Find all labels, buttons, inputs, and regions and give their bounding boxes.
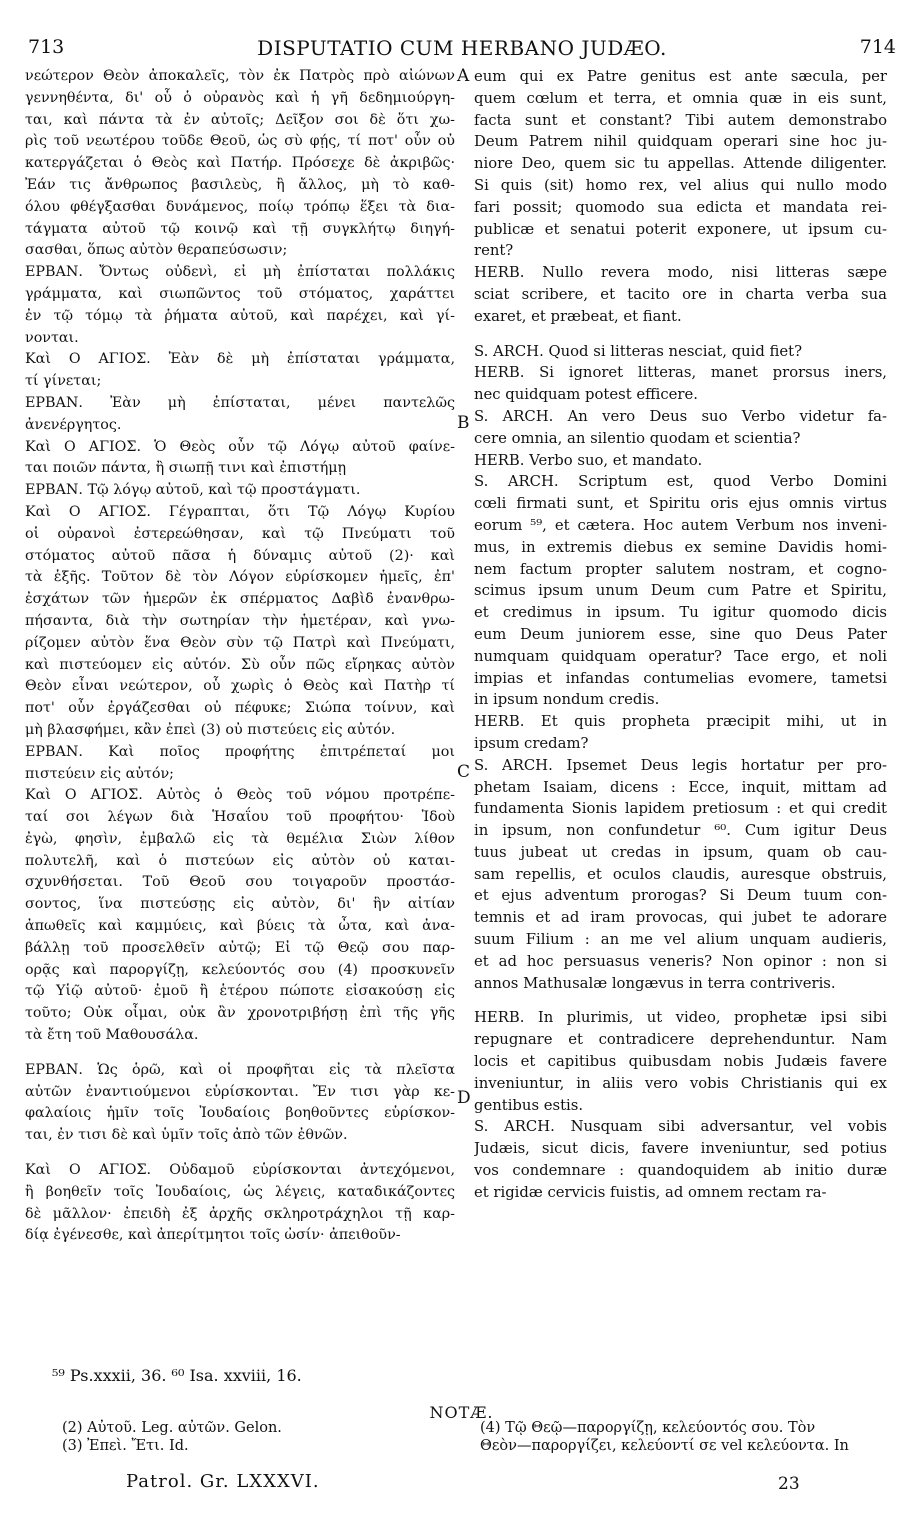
latin-text-line: niore Deo, quem sic tu appellas. Attende diligenter. — [474, 155, 887, 173]
greek-text-line: ται, καὶ πάντα τὰ ἐν αὐτοῖς; Δεῖξον σοι δὲ ὅτι χω- — [25, 111, 455, 128]
greek-text-line: φαλαίοις ἡμῖν τοῖς Ἰουδαίοις βοηθοῦντες εὑρίσκον- — [25, 1105, 455, 1122]
latin-text-line: gentibus estis. — [474, 1096, 584, 1114]
greek-text-line: οἱ οὐρανοὶ ἐστερεώθησαν, καὶ τῷ Πνεύματι τοῦ — [25, 525, 455, 542]
latin-column — [474, 66, 887, 1204]
greek-text-line: ἐγὼ, φησὶν, ἐμβαλῶ εἰς τὰ θεμέλια Σιὼν λίθον — [25, 830, 455, 847]
running-header — [28, 36, 896, 64]
greek-text-line: μὴ βλασφήμει, κἂν ἐπεὶ (3) οὐ πιστεύεις εἰς αὐτόν. — [25, 721, 396, 738]
latin-text-line: numquam quidquam operatur? Tace ergo, et noli — [474, 647, 887, 665]
greek-text-line: ἢ βοηθεῖν τοῖς Ἰουδαίοις, ὡς λέγεις, καταδικάζοντες — [25, 1183, 455, 1200]
greek-text-line: ἐσχάτων τῶν ἡμερῶν ἐκ σπέρματος Δαβὶδ ἐνανθρω- — [25, 591, 455, 608]
greek-text-line: ται, ἐν τισι δὲ καὶ ὑμῖν τοῖς ἀπὸ τῶν ἐθνῶν. — [25, 1127, 348, 1144]
greek-text-line: ἀνενέργητος. — [25, 416, 122, 433]
latin-text-line: et ad hoc persuasus veneris? Non opinor : non si — [474, 952, 887, 970]
greek-text-line: τῷ Υἱῷ αὐτοῦ· ἐμοῦ ἢ ἑτέρου πώποτε εἰσακούσῃ εἰς — [25, 983, 455, 1000]
margin-letter-b: B — [457, 413, 470, 433]
greek-text-line: τάγματα αὐτοῦ τῷ κοινῷ καὶ τῇ συγκλήτῳ διηγή- — [25, 220, 455, 237]
greek-text-line: γεννηθέντα, δι' οὗ ὁ οὐρανὸς καὶ ἡ γῆ δεδημιούργη- — [25, 89, 455, 106]
signature-number: 23 — [778, 1474, 800, 1494]
latin-text-line: quem cœlum et terra, et omnia quæ in eis sunt, — [474, 89, 887, 107]
greek-text-line: τὰ ἔτη τοῦ Μαθουσάλα. — [25, 1027, 199, 1044]
greek-text-line: στόματος αὐτοῦ πᾶσα ἡ δύναμις αὐτοῦ (2)· καὶ — [25, 547, 455, 564]
latin-text-line: vos condemnare : quandoquidem ab initio duræ — [474, 1162, 887, 1180]
greek-text-line: ΕΡΒΑΝ. Τῷ λόγῳ αὐτοῦ, καὶ τῷ προστάγματι. — [25, 482, 361, 499]
latin-text-line: S. ARCH. An vero Deus suo Verbo videtur fa- — [474, 407, 887, 425]
latin-text-line: HERB. Verbo suo, et mandato. — [474, 451, 703, 469]
greek-text-line: τοῦτο; Οὐκ οἶμαι, οὐκ ἂν χρονοτριβήσῃ ἐπὶ τῆς γῆς — [25, 1005, 455, 1022]
greek-text-line: ρίζομεν αὐτὸν ἕνα Θεὸν σὺν τῷ Πατρὶ καὶ Πνεύματι, — [25, 634, 455, 651]
latin-text-line: fari possit; quomodo sua edicta et mandata rei- — [474, 198, 887, 216]
latin-text-line: nem factum propter salutem nostram, et cogno- — [474, 560, 887, 578]
latin-text-line: HERB. Et quis propheta præcipit mihi, ut in — [474, 713, 887, 731]
latin-text-line: in ipsum nondum credis. — [474, 691, 660, 709]
latin-text-line: facta sunt et constant? Tibi autem demonstrabo — [474, 111, 887, 129]
latin-text-line: Deum Patrem nihil quidquam operari sine hoc ju- — [474, 133, 887, 151]
greek-text-line: ΕΡΒΑΝ. Ὡς ὁρῶ, καὶ οἱ προφῆται εἰς τὰ πλεῖστα — [25, 1061, 455, 1078]
latin-text-line: S. ARCH. Ipsemet Deus legis hortatur per pro- — [474, 756, 887, 774]
latin-text-line: exaret, et præbeat, et fiant. — [474, 307, 682, 325]
footnote-right — [480, 1419, 849, 1455]
greek-text-line: σοντος, ἵνα πιστεύσῃς εἰς αὐτὸν, δι' ἣν αἰτίαν — [25, 896, 455, 913]
latin-text-line: et ejus adventum prorogas? Si Deum tuum con- — [474, 887, 887, 905]
greek-text-line: σχυνθήσεται. Τοῦ Θεοῦ σου τοιγαροῦν προστάσ- — [25, 874, 455, 891]
greek-text-line: νεώτερον Θεὸν ἀποκαλεῖς, τὸν ἐκ Πατρὸς πρὸ αἰώνων — [25, 68, 455, 84]
latin-text-line: suum Filium : an me vel alium unquam audieris, — [474, 931, 887, 949]
greek-text-line: Ἐάν τις ἄνθρωπος βασιλεὺς, ἢ ἄλλος, μὴ τὸ καθ- — [25, 176, 455, 193]
latin-text-line: S. ARCH. Scriptum est, quod Verbo Domini — [474, 473, 887, 491]
greek-text-line: δίᾳ ἐγένεσθε, καὶ ἀπερίτμητοι τοῖς ὠσίν· ἀπειθοῦν- — [25, 1227, 401, 1244]
footnote-4-cont: Θεὸν—παροργίζει, κελεύοντί σε vel κελεύοντα. In — [480, 1438, 849, 1454]
latin-text-line: Si quis (sit) homo rex, vel alius qui nullo modo — [474, 176, 887, 194]
greek-text-line: Καὶ Ο ΑΓΙΟΣ. Ὁ Θεὸς οὖν τῷ Λόγῳ αὐτοῦ φαίνε- — [25, 438, 455, 455]
latin-text-line: rent? — [474, 242, 514, 260]
greek-text-line: ἐν τῷ τόμῳ τὰ ῥήματα αὐτοῦ, καὶ παρέχει, καὶ γί- — [25, 307, 455, 324]
latin-text-line: eorum ⁵⁹, et cætera. Hoc autem Verbum nos inveni- — [474, 516, 887, 534]
greek-text-line: ορᾷς καὶ παροργίζῃ, κελεύοντός σου (4) προσκυνεῖν — [25, 961, 455, 978]
greek-column — [25, 66, 455, 1247]
greek-text-line: Καὶ Ο ΑΓΙΟΣ. Οὐδαμοῦ εὑρίσκονται ἀντεχόμενοι, — [25, 1162, 455, 1179]
greek-text-line: βάλλῃ τοῦ προσελθεῖν αὐτῷ; Εἰ τῷ Θεῷ σου παρ- — [25, 939, 455, 956]
greek-text-line: γράμματα, καὶ σιωπῶντος τοῦ στόματος, χαράττει — [25, 285, 455, 302]
running-title: DISPUTATIO CUM HERBANO JUDÆO. — [257, 36, 667, 60]
greek-text-line: ρὶς τοῦ νεωτέρου τοῦδε Θεοῦ, ὡς σὺ φῄς, τί ποτ' οὖν οὐ — [25, 133, 455, 150]
greek-text-line: Καὶ Ο ΑΓΙΟΣ. Γέγραπται, ὅτι Τῷ Λόγῳ Κυρίου — [25, 503, 455, 520]
latin-text-line: eum qui ex Patre genitus est ante sæcula, per — [474, 68, 887, 85]
latin-text-line: fundamenta Sionis lapidem pretiosum : et qui credit — [474, 800, 887, 818]
greek-text-line: σασθαι, ὅπως αὐτὸν θεραπεύσωσιν; — [25, 242, 288, 259]
greek-text-line: ταί σοι λέγων διὰ Ἡσαΐου τοῦ προφήτου· Ἰδοὺ — [25, 809, 455, 826]
page-number-left: 713 — [28, 36, 65, 58]
greek-text-line: δὲ μᾶλλον· ἐπειδὴ ἐξ ἀρχῆς σκληροτράχηλοι τῇ καρ- — [25, 1205, 455, 1222]
latin-text-line: temnis et ad iram provocas, qui jubet te adorare — [474, 909, 887, 927]
latin-text-line: nec quidquam potest efficere. — [474, 386, 698, 404]
greek-text-line: ΕΡΒΑΝ. Ὄντως οὐδενὶ, εἰ μὴ ἐπίσταται πολλάκις — [25, 264, 455, 281]
greek-text-line: πιστεύειν εἰς αὐτόν; — [25, 765, 174, 782]
latin-text-line: scimus ipsum unum Deum cum Patre et Spiritu, — [474, 582, 887, 600]
greek-text-line: νονται. — [25, 329, 79, 346]
latin-text-line: impias et infandas contumelias evomere, tametsi — [474, 669, 887, 687]
latin-text-line: phetam Isaiam, dicens : Ecce, inquit, mittam ad — [474, 778, 887, 796]
latin-text-line: eum Deum juniorem esse, sine quo Deus Pater — [474, 625, 887, 643]
footnote-4: (4) Τῷ Θεῷ—παροργίζῃ, κελεύοντός σου. Τὸν — [480, 1420, 816, 1436]
latin-text-line: S. ARCH. Quod si litteras nesciat, quid fiet? — [474, 342, 803, 360]
greek-text-line: ΕΡΒΑΝ. Ἐὰν μὴ ἐπίσταται, μένει παντελῶς — [25, 394, 455, 411]
printer-signature: Patrol. Gr. LXXXVI. — [126, 1471, 320, 1492]
latin-text-line: et credimus in ipsum. Tu igitur quomodo dicis — [474, 604, 887, 622]
greek-text-line: καὶ πιστεύομεν εἰς αὐτόν. Σὺ οὖν πῶς εἴρηκας αὐτὸν — [25, 656, 455, 673]
greek-text-line: πολυτελῆ, καὶ ὁ πιστεύων εἰς αὐτὸν οὐ καται- — [25, 852, 455, 869]
greek-text-line: κατεργάζεται ὁ Θεὸς καὶ Πατήρ. Πρόσεχε δὲ ἀκριβῶς· — [25, 155, 455, 172]
margin-letter-d: D — [457, 1088, 471, 1108]
greek-text-line: τὰ ἑξῆς. Τοῦτον δὲ τὸν Λόγον εὑρίσκομεν ἡμεῖς, ἐπ' — [25, 569, 455, 586]
footnote-2: (2) Αὐτοῦ. Leg. αὐτῶν. Gelon. — [62, 1420, 282, 1436]
greek-text-line: Καὶ Ο ΑΓΙΟΣ. Αὐτὸς ὁ Θεὸς τοῦ νόμου προτρέπε- — [25, 787, 455, 804]
latin-text-line: mus, in extremis diebus ex semine Davidis homi- — [474, 538, 887, 556]
latin-text-line: sam repellis, et oculos claudis, auresque obstruis, — [474, 865, 887, 883]
latin-text-line: annos Mathusalæ longævus in terra contriveris. — [474, 974, 836, 992]
greek-text-line: ΕΡΒΑΝ. Καὶ ποῖος προφήτης ἐπιτρέπεταί μοι — [25, 743, 455, 760]
latin-text-line: HERB. Nullo revera modo, nisi litteras sæpe — [474, 264, 887, 282]
margin-letter-a: A — [457, 66, 470, 86]
latin-text-line: repugnare et contradicere deprehenduntur. Nam — [474, 1031, 887, 1049]
latin-text-line: et rigidæ cervicis fuistis, ad omnem rectam ra- — [474, 1183, 827, 1201]
latin-text-line: tuus jubeat ut credas in ipsum, quam ob cau- — [474, 843, 887, 861]
latin-text-line: HERB. In plurimis, ut video, prophetæ ipsi sibi — [474, 1009, 887, 1027]
margin-letter-c: C — [457, 762, 471, 782]
latin-text-line: locis et capitibus quibusdam nobis Judæis favere — [474, 1053, 887, 1071]
latin-text-line: cere omnia, an silentio quodam et scientia? — [474, 429, 801, 447]
footnote-3: (3) Ἐπεὶ. Ἔτι. Id. — [62, 1438, 189, 1454]
greek-text-line: πήσαντα, διὰ τὴν σωτηρίαν τὴν ἡμετέραν, καὶ γνω- — [25, 612, 455, 629]
footnote-left — [62, 1419, 282, 1455]
greek-text-line: ται ποιῶν πάντα, ἢ σιωπῇ τινι καὶ ἐπιστήμῃ — [25, 460, 347, 477]
latin-text-line: cœli firmati sunt, et Spiritu oris ejus omnis virtus — [474, 495, 887, 513]
latin-text-line: in ipsum, non confundetur ⁶⁰. Cum igitur Deus — [474, 822, 887, 840]
latin-text-line: ipsum credam? — [474, 734, 589, 752]
latin-text-line: sciat scribere, et tacito ore in charta verba sua — [474, 285, 887, 303]
greek-text-line: τί γίνεται; — [25, 373, 102, 390]
notes-title: NOTÆ. — [429, 1403, 494, 1422]
scripture-references: ⁵⁹ Ps.xxxii, 36. ⁶⁰ Isa. xxviii, 16. — [52, 1366, 302, 1385]
greek-text-line: Καὶ Ο ΑΓΙΟΣ. Ἐὰν δὲ μὴ ἐπίσταται γράμματα, — [25, 351, 455, 368]
greek-text-line: ἀπωθεῖς καὶ καμμύεις, καὶ βύεις τὰ ὦτα, καὶ ἀνα- — [25, 918, 455, 935]
page-number-right: 714 — [859, 36, 896, 58]
greek-text-line: ποτ' οὖν ἐργάζεσθαι οὐ πέφυκε; Σιώπα τοίνυν, καὶ — [25, 700, 455, 717]
latin-text-line: publicæ et senatui poterit exponere, ut ipsum cu- — [474, 220, 887, 238]
latin-text-line: S. ARCH. Nusquam sibi adversantur, vel vobis — [474, 1118, 887, 1136]
greek-text-line: όλου φθέγξασθαι δυνάμενος, ποίῳ τρόπῳ ἕξει τὰ δια- — [25, 198, 455, 215]
greek-text-line: αὐτῶν ἐναντιούμενοι εὑρίσκονται. Ἔν τισι γὰρ κε- — [25, 1083, 455, 1100]
latin-text-line: inveniuntur, in aliis vero vobis Christianis qui ex — [474, 1074, 887, 1092]
latin-text-line: HERB. Si ignoret litteras, manet prorsus iners, — [474, 364, 887, 382]
latin-text-line: Judæis, sicut dicis, favere inveniuntur, sed potius — [474, 1140, 887, 1158]
greek-text-line: Θεὸν εἶναι νεώτερον, οὗ χωρὶς ὁ Θεὸς καὶ Πατὴρ τί — [25, 678, 455, 695]
